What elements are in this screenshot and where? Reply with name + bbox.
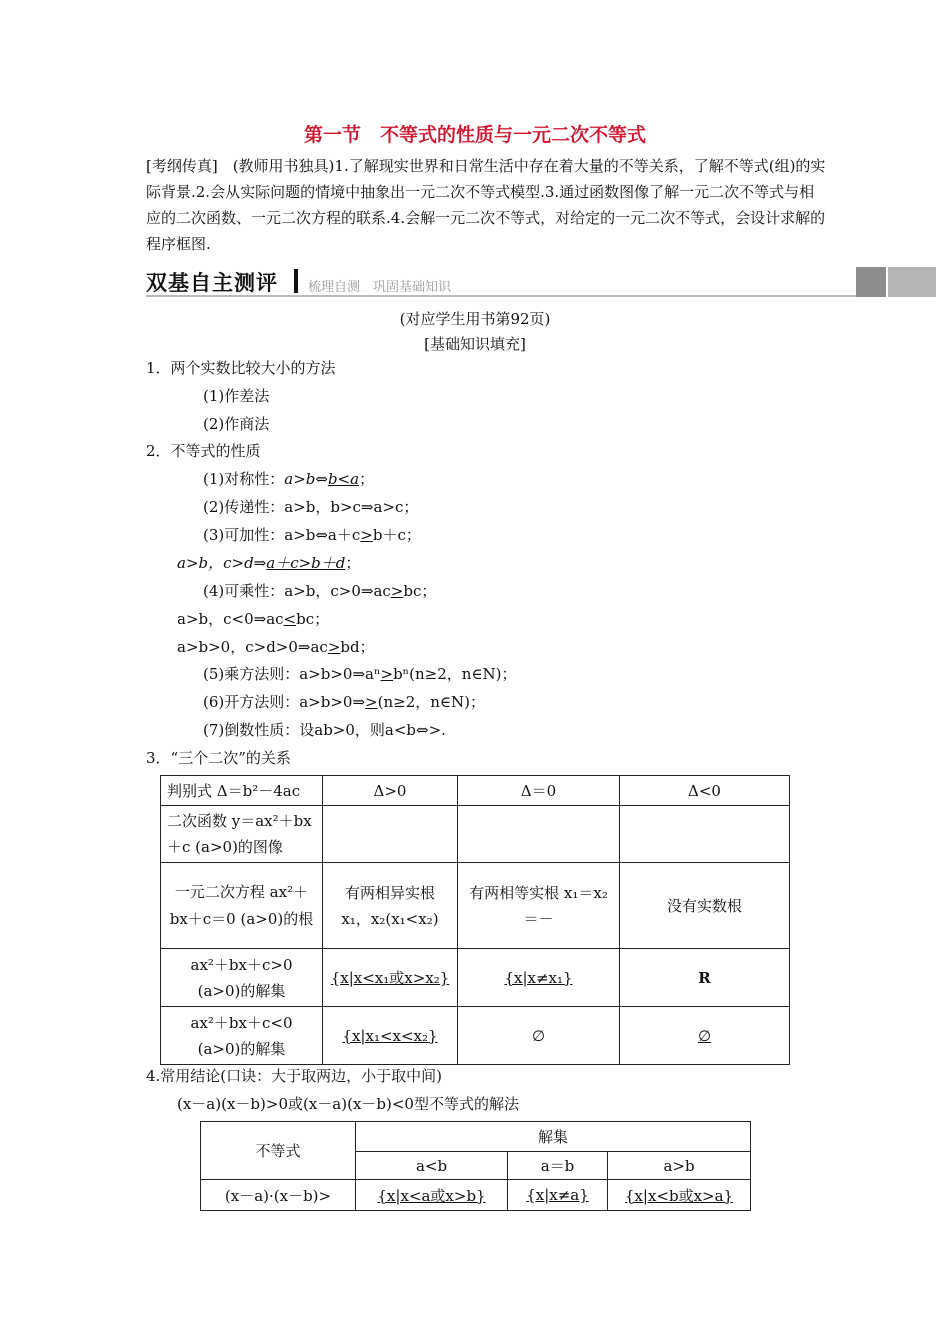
table-header: Δ<0 [620,776,790,806]
text: bⁿ(n≥2，n∈N)； [393,665,517,683]
answer-blank: > [365,693,378,711]
table-cell [458,806,620,863]
banner-underline [146,295,856,297]
text: a>b，c>d⇒ [177,554,267,572]
table-header: a＝b [508,1152,608,1180]
text: (5)乘方法则：a>b>0⇒aⁿ [203,665,381,683]
table-header: a<b [356,1152,508,1180]
property-additivity [203,524,421,545]
table-header: 判别式 Δ＝b²－4ac [161,776,323,806]
property-transitivity: (2)传递性：a>b，b>c⇒a>c； [203,498,419,516]
page-title: 第一节 不等式的性质与一元二次不等式 [303,124,646,146]
table-cell: 没有实数根 [620,863,790,949]
s3-heading: 3．“三个二次”的关系 [146,749,291,767]
table-cell: {x|x<b或x>a} [608,1180,751,1211]
text: (n≥2，n∈N)； [377,693,485,711]
row-label: ax²＋bx＋c<0 (a>0)的解集 [161,1007,323,1065]
property-multiplicativity [203,580,436,601]
text: bd； [340,638,375,656]
text: bc； [403,582,437,600]
banner-divider [294,269,298,293]
syllabus-intro: [考纲传真] (教师用书独具)1.了解现实世界和日常生活中存在着大量的不等关系，了解不等式(组)的实际背景.2.会从实际问题的情境中抽象出一元二次不等式模型.3.通过函数图像了解一元二次不等式与相应的二次函数、一元二次方程的联系.4.会解一元二次不等式，对给定的一元二次不等式，会设计求解的程序框图. [146,157,826,253]
table-cell: {x|x₁<x<x₂} [323,1007,458,1065]
banner-dark-block [856,267,886,297]
table-header: Δ>0 [323,776,458,806]
section-banner [146,267,936,297]
three-quadratics-table [160,775,790,1065]
textbook-reference: (对应学生用书第92页) [399,310,551,328]
answer-blank: < [283,610,297,628]
text: (3)可加性：a>b⇔a＋c [203,526,361,544]
property-root [203,691,485,712]
solution-table [200,1121,751,1211]
property-symmetry [203,468,374,489]
table-cell: 有两相异实根 x₁，x₂(x₁<x₂) [323,863,458,949]
table-cell: {x|x<x₁或x>x₂} [323,949,458,1007]
banner-subtitle: 梳理自测 巩固基础知识 [308,280,452,295]
table-cell: ∅ [458,1007,620,1065]
banner-heading: 双基自主测评 [146,271,278,295]
table-header: Δ＝0 [458,776,620,806]
table-cell: R [620,949,790,1007]
answer-blank: a＋c>b＋d [266,554,346,572]
row-label: ax²＋bx＋c>0 (a>0)的解集 [161,949,323,1007]
answer-blank: > [327,638,341,656]
text: ； [359,470,375,488]
s1-item-2: (2)作商法 [203,415,270,433]
property-multiplicativity-3 [177,636,375,657]
table-cell: 有两相等实根 x₁＝x₂＝－ [458,863,620,949]
row-label: 一元二次方程 ax²＋bx＋c＝0 (a>0)的根 [161,863,323,949]
text: b＋c； [372,526,421,544]
answer-blank: > [380,665,394,683]
s2-heading: 2．不等式的性质 [146,442,261,460]
answer-blank: b<a [327,470,360,488]
table-cell: {x|x<a或x>b} [356,1180,508,1211]
table-cell [323,806,458,863]
row-label: 二次函数 y＝ax²＋bx＋c (a>0)的图像 [161,806,323,863]
table-cell [620,806,790,863]
table-header: a>b [608,1152,751,1180]
table-header: 解集 [356,1122,751,1152]
s4-subheading: (x－a)(x－b)>0或(x－a)(x－b)<0型不等式的解法 [177,1095,519,1113]
answer-blank: > [390,582,404,600]
property-power [203,663,517,684]
text: (6)开方法则：a>b>0⇒ [203,693,366,711]
section-label: [基础知识填充] [424,335,526,353]
row-label: (x－a)·(x－b)> [201,1180,356,1211]
text: a>b⇔ [284,470,328,488]
text: (1)对称性： [203,470,285,488]
s1-item-1: (1)作差法 [203,387,270,405]
s4-heading: 4.常用结论(口诀：大于取两边，小于取中间) [146,1067,443,1085]
banner-light-block [888,267,936,297]
property-reciprocal: (7)倒数性质：设ab>0，则a<b⇔>. [203,721,446,739]
answer-blank: > [360,526,373,544]
table-header: 不等式 [201,1122,356,1180]
table-cell: {x|x≠a} [508,1180,608,1211]
text: a>b>0，c>d>0⇒ac [177,638,328,656]
table-cell: {x|x≠x₁} [458,949,620,1007]
property-multiplicativity-2 [177,608,329,629]
text: (4)可乘性：a>b，c>0⇒ac [203,582,391,600]
text: ； [345,554,361,572]
text: a>b，c<0⇒ac [177,610,284,628]
text: bc； [296,610,330,628]
table-cell: ∅ [620,1007,790,1065]
s1-heading: 1．两个实数比较大小的方法 [146,359,336,377]
property-additivity-2 [177,552,360,573]
